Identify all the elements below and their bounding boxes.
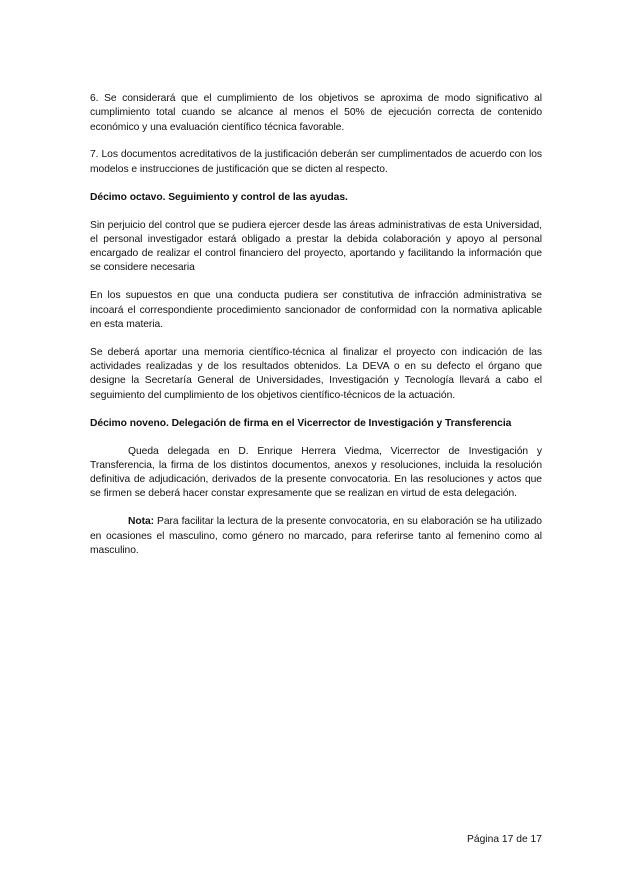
note-label: Nota:: [128, 516, 155, 528]
paragraph-infraction: En los supuestos en que una conducta pudiera ser constitutiva de infracción administrativa se incoará el correspondiente procedimiento sancionador de conformidad con la normativa aplicable en esta materia.: [90, 290, 542, 330]
note-text: Para facilitar la lectura de la presente convocatoria, en su elaboración se ha utilizado en ocasiones el masculino, como género no marcado, para referirse tanto al femenino como al masculino.: [90, 516, 542, 556]
paragraph-memoria: Se deberá aportar una memoria científico-técnica al finalizar el proyecto con indicación de las actividades realizadas y de los resultados obtenidos. La DEVA o en su defecto el órgano que designe la Secretaría General de Universidades, Investigación y Tecnología llevará a cabo el seguimiento del cumplimiento de los objetivos científico-técnicos de la actuación.: [90, 346, 542, 401]
document-body: [90, 92, 542, 572]
section-heading-decimo-octavo: Décimo octavo. Seguimiento y control de las ayudas.: [90, 191, 348, 203]
page-number: Página 17 de 17: [466, 834, 542, 845]
paragraph-control: Sin perjuicio del control que se pudiera ejercer desde las áreas administrativas de esta Universidad, el personal investigador estará obligado a prestar la debida colaboración y apoyo al personal encargado de realizar el control financiero del proyecto, aportando y facilitando la información que se considere necesaria: [90, 219, 542, 274]
section-heading-decimo-noveno: Décimo noveno. Delegación de firma en el Vicerrector de Investigación y Transferencia: [90, 417, 512, 429]
paragraph-delegation: Queda delegada en D. Enrique Herrera Viedma, Vicerrector de Investigación y Transferencia, la firma de los distintos documentos, anexos y resoluciones, incluida la resolución definitiva de adjudicación, derivados de la presente convocatoria. En las resoluciones y actos que se firmen se deberá hacer constar expresamente que se realizan en virtud de esta delegación.: [90, 445, 542, 500]
paragraph-7-documents: 7. Los documentos acreditativos de la justificación deberán ser cumplimentados de acuerdo con los modelos e instrucciones de justificación que se dicten al respecto.: [90, 149, 542, 175]
note-paragraph: [90, 515, 542, 558]
paragraph-6-objectives: 6. Se considerará que el cumplimiento de los objetivos se aproxima de modo significativo al cumplimiento total cuando se alcance al menos el 50% de ejecución correcta de contenido económico y una evaluación científico técnica favorable.: [90, 93, 542, 133]
